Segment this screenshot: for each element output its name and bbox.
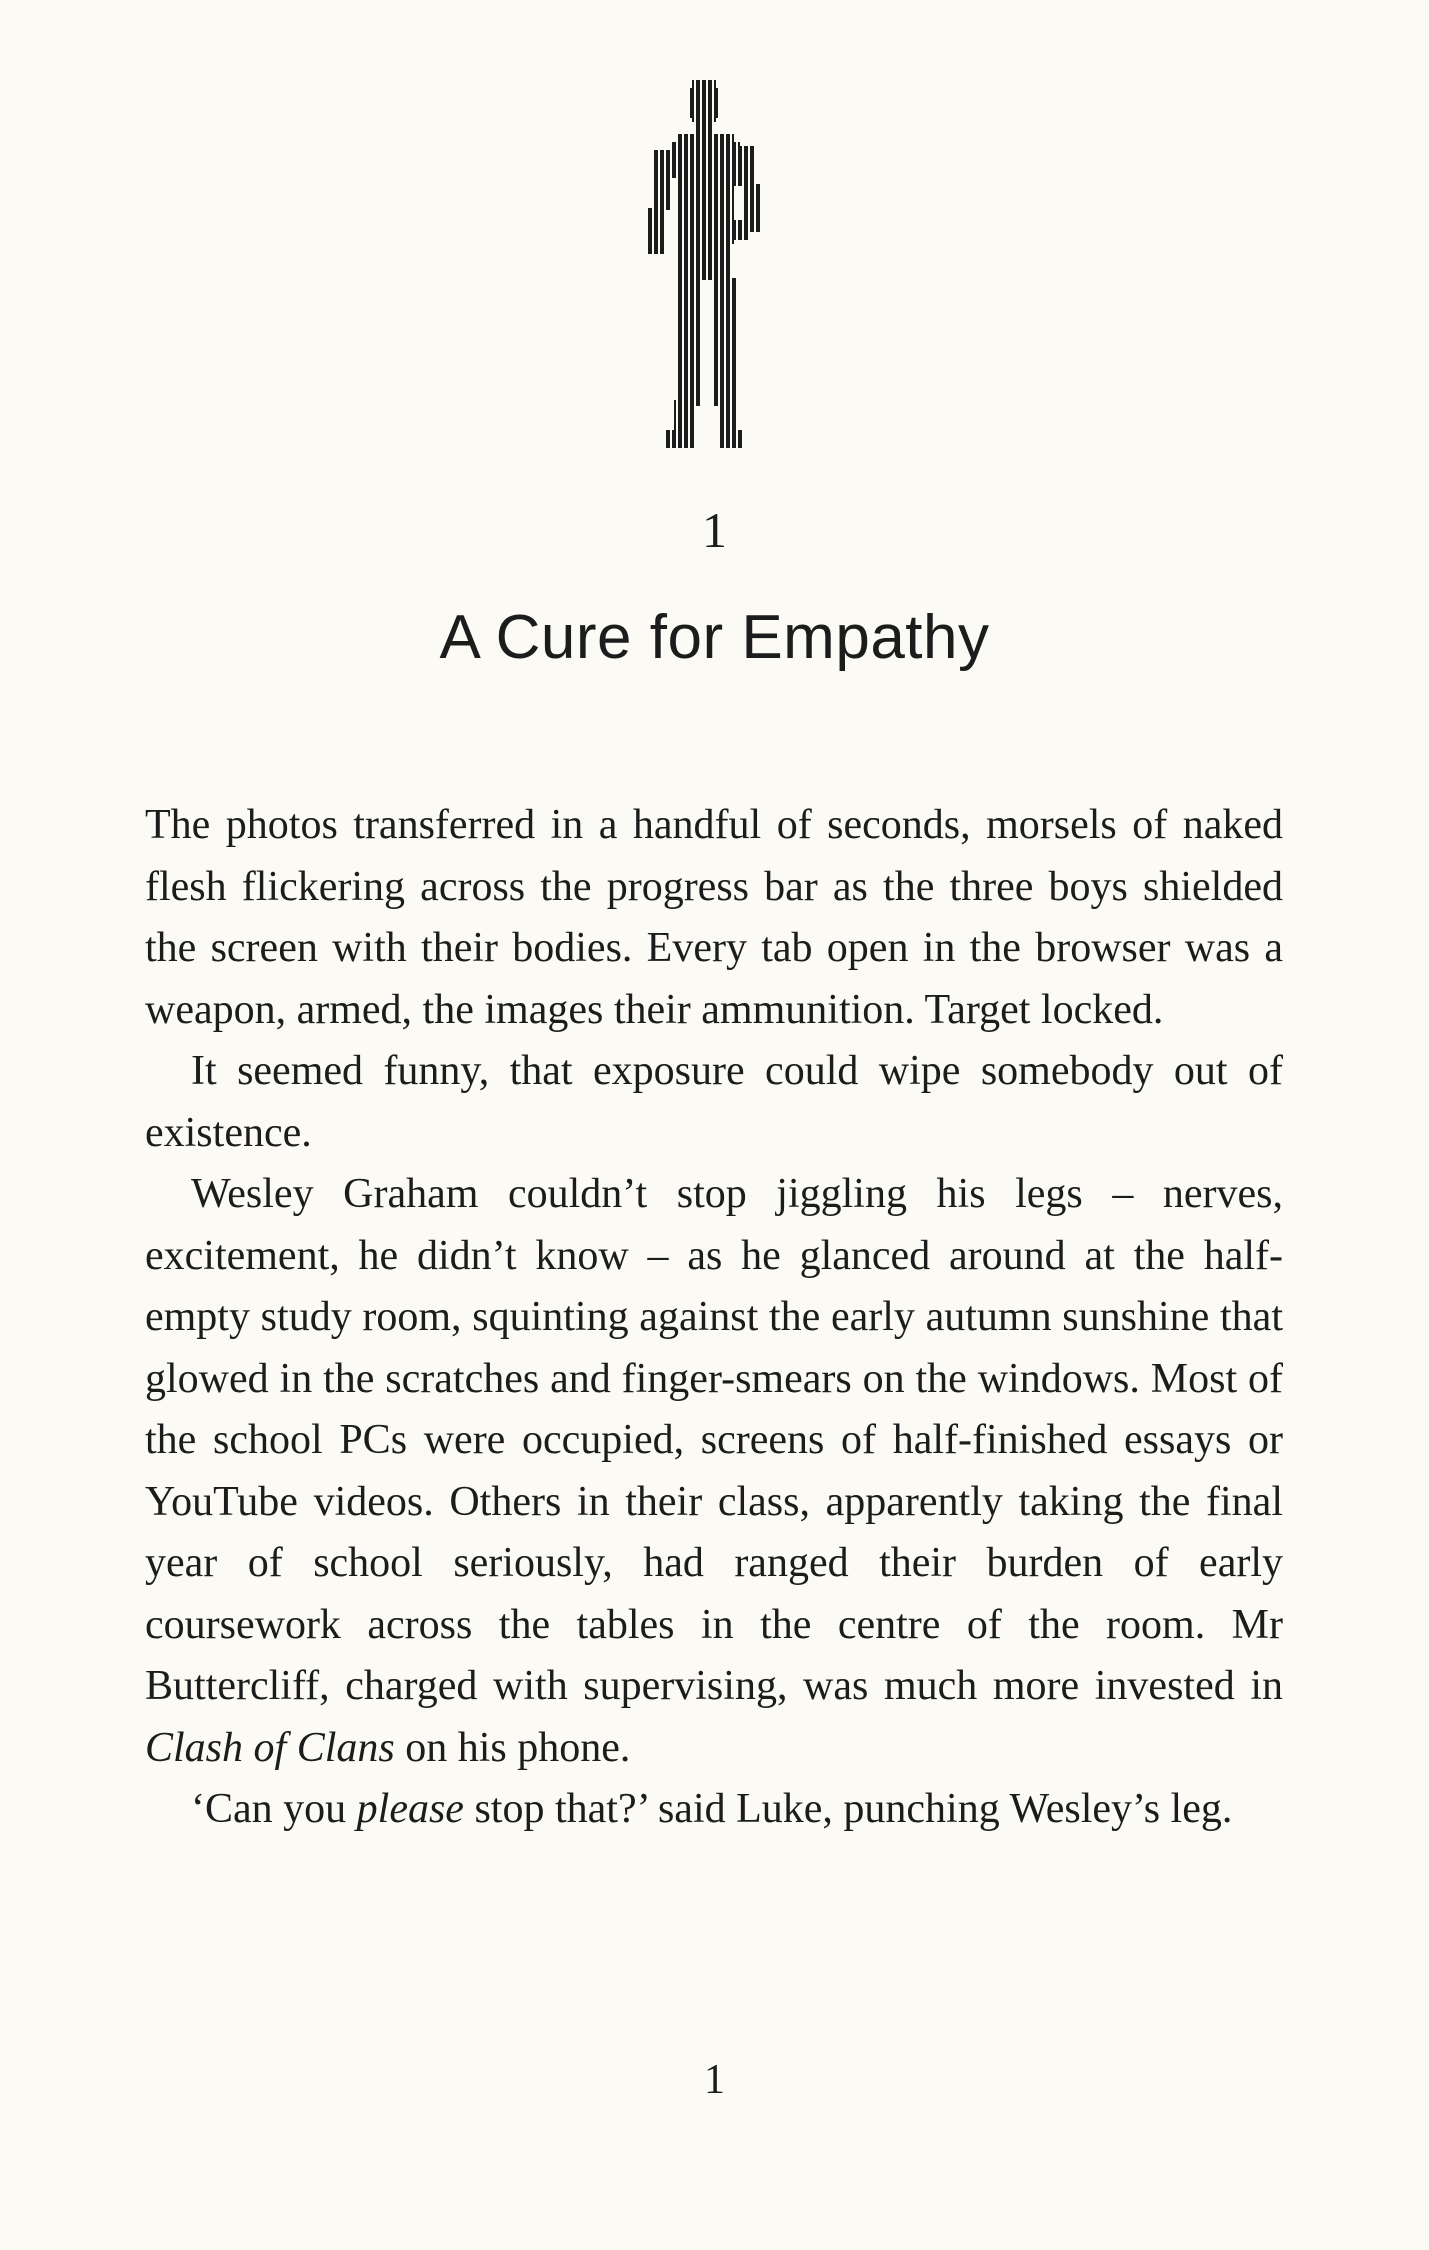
paragraph-4-before: ‘Can you bbox=[191, 1786, 357, 1832]
pixel-silhouette-figure-icon bbox=[630, 80, 780, 460]
chapter-number: 1 bbox=[702, 502, 727, 558]
page-number: 1 bbox=[704, 2057, 725, 2103]
chapter-body bbox=[145, 795, 1283, 1841]
paragraph-4-emphasis: please bbox=[356, 1786, 464, 1832]
paragraph-4 bbox=[145, 1779, 1283, 1841]
game-title-italic: Clash of Clans bbox=[145, 1724, 395, 1771]
paragraph-3-text: Wesley Graham couldn’t stop jiggling his legs – nerves, excitement, he didn’t know – as he glanced around at the half-empty study room, squinting against the early autumn sunshine that glowed in the scratches and finger-smears on the windows. Most of the school PCs were occupied, screens of half-finished essays or YouTube videos. Others in their class, apparently taking the final year of school seriously, had ranged their burden of early coursework across the tables in the centre of the room. Mr Buttercliff, charged with supervising, was much more invested in bbox=[145, 1171, 1283, 1709]
paragraph-2: It seemed funny, that exposure could wipe somebody out of existence. bbox=[145, 1048, 1283, 1156]
paragraph-3-end: on his phone. bbox=[394, 1724, 631, 1771]
chapter-title: A Cure for Empathy bbox=[439, 603, 990, 672]
paragraph-3 bbox=[145, 1164, 1283, 1779]
paragraph-4-after: stop that?’ said Luke, punching Wesley’s leg. bbox=[463, 1786, 1233, 1832]
paragraph-1: The photos transferred in a handful of seconds, morsels of naked flesh flickering across the progress bar as the three boys shielded the screen with their bodies. Every tab open in the browser was a weapon, armed, the images their ammunition. Target locked. bbox=[145, 802, 1283, 1033]
